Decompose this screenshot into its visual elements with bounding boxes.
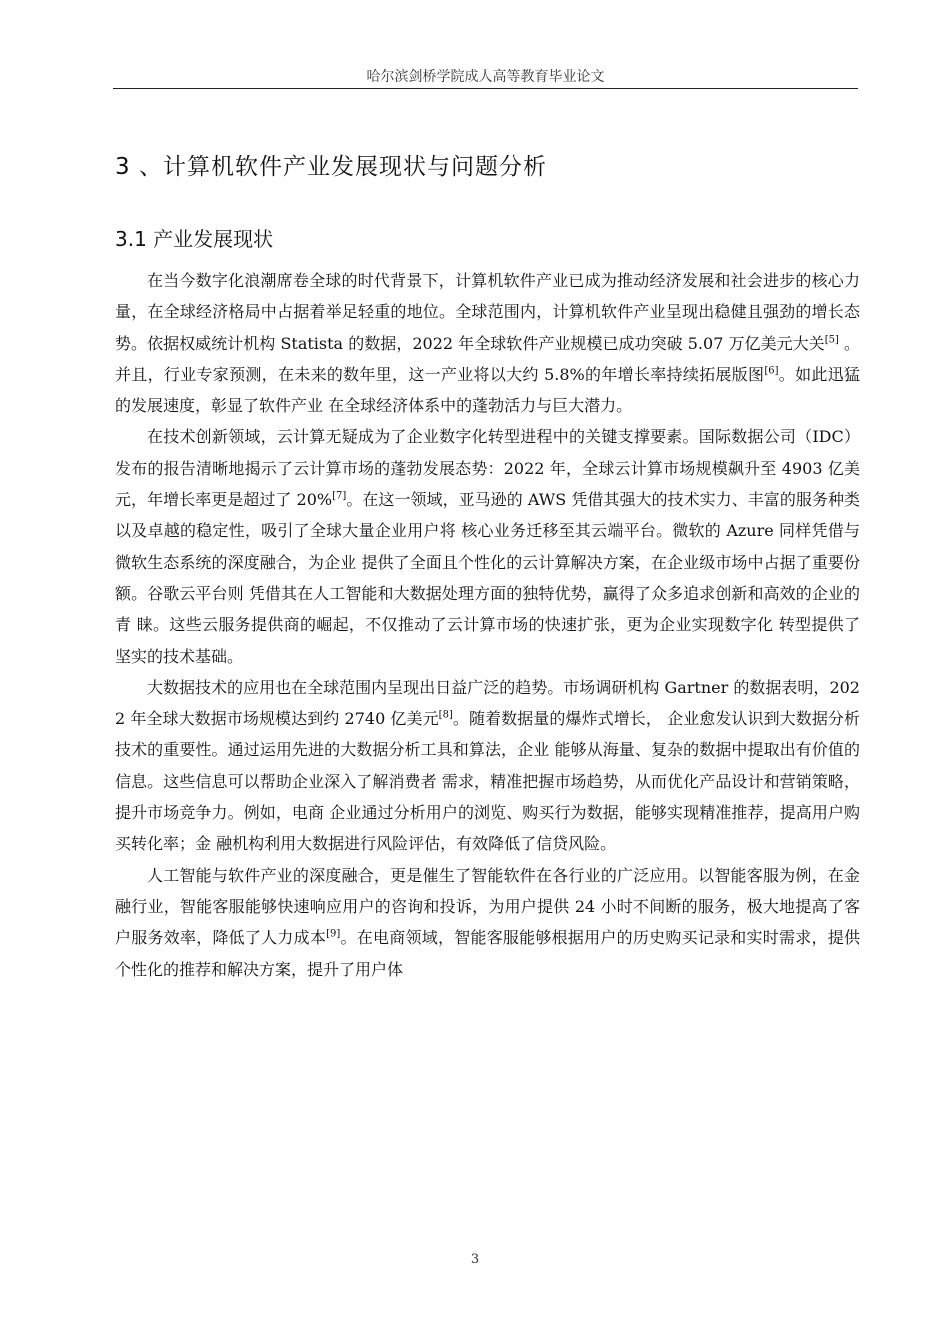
citation-9: [9] [326, 928, 341, 940]
page-number: 3 [470, 1252, 480, 1267]
body-text [115, 265, 860, 985]
paragraph-text: 。在电商领域，智能客服能够根据用户的历史购买记录和实时需求，提供个性化的推荐和解决方案，提升了用户体 [115, 928, 860, 979]
running-header: 哈尔滨剑桥学院成人高等教育毕业论文 [366, 69, 605, 85]
citation-8: [8] [438, 709, 453, 721]
paragraph-text: 。并且，行业专家预测，在未来的数年里，这一产业将以大约 5.8%的年增长率持续拓展版图 [115, 333, 860, 384]
chapter-title: 3 、计算机软件产业发展现状与问题分析 [115, 154, 547, 180]
citation-5: [5] [824, 334, 839, 346]
paragraph-text: 。在这一领域，亚马逊的 AWS 凭借其强大的技术实力、丰富的服务种类以及卓越的稳定性，吸引了全球大量企业用户将 核心业务迁移至其云端平台。微软的 Azure 同样凭借与微软生态系统的深度融合，为企业 提供了全面且个性化的云计算解决方案，在企业级市场中占据了重要份额。谷歌云平台则 凭借其在人工智能和大数据处理方面的独特优势，赢得了众多追求创新和高效的企业的青 睐。这些云服务提供商的崛起，不仅推动了云计算市场的快速扩张，更为企业实现数字化 转型提供了坚实的技术基础。 [115, 490, 860, 666]
paragraph-text: 在当今数字化浪潮席卷全球的时代背景下，计算机软件产业已成为推动经济发展和社会进步的核心力量，在全球经济格局中占据着举足轻重的地位。全球范围内，计算机软件产业呈现出稳健且强劲的增长态势。依据权威统计机构 Statista 的数据，2022 年全球软件产业规模已成功突破 5.07 万亿美元大关 [115, 271, 860, 353]
paragraph-text: 大数据技术的应用也在全球范围内呈现出日益广泛的趋势。市场调研机构 Gartner 的数据表明，2022 年全球大数据市场规模达到约 2740 亿美元 [115, 677, 860, 729]
citation-6: [6] [764, 365, 779, 377]
paragraph-text: 在技术创新领域，云计算无疑成为了企业数字化转型进程中的关键支撑要素。国际数据公司（IDC）发布的报告清晰地揭示了云计算市场的蓬勃发展态势：2022 年，全球云计算市场规模飙升至 4903 亿美元，年增长率更是超过了 20% [115, 427, 860, 510]
paragraph-4 [115, 860, 860, 985]
paragraph-1 [115, 265, 860, 421]
citation-7: [7] [332, 490, 347, 502]
paragraph-text: 。随着数据量的爆炸式增长， 企业愈发认识到大数据分析技术的重要性。通过运用先进的大数据分析工具和算法，企业 能够从海量、复杂的数据中提取出有价值的信息。这些信息可以帮助企业深入了解消费者 需求，精准把握市场趋势，从而优化产品设计和营销策略，提升市场竞争力。例如，电商 企业通过分析用户的浏览、购买行为数据，能够实现精准推荐，提高用户购买转化率；金 融机构利用大数据进行风险评估，有效降低了信贷风险。 [115, 709, 860, 854]
paragraph-text: 。如此迅猛的发展速度，彰显了软件产业 在全球经济体系中的蓬勃活力与巨大潜力。 [115, 364, 860, 416]
header-rule [113, 88, 858, 89]
paragraph-3 [115, 672, 860, 860]
paragraph-2 [115, 421, 860, 671]
section-title: 3.1 产业发展现状 [115, 227, 274, 251]
paragraph-text: 人工智能与软件产业的深度融合，更是催生了智能软件在各行业的广泛应用。以智能客服为例，在金融行业，智能客服能够快速响应用户的咨询和投诉，为用户提供 24 小时不间断的服务，极大地提高了客户服务效率，降低了人力成本 [115, 865, 860, 948]
